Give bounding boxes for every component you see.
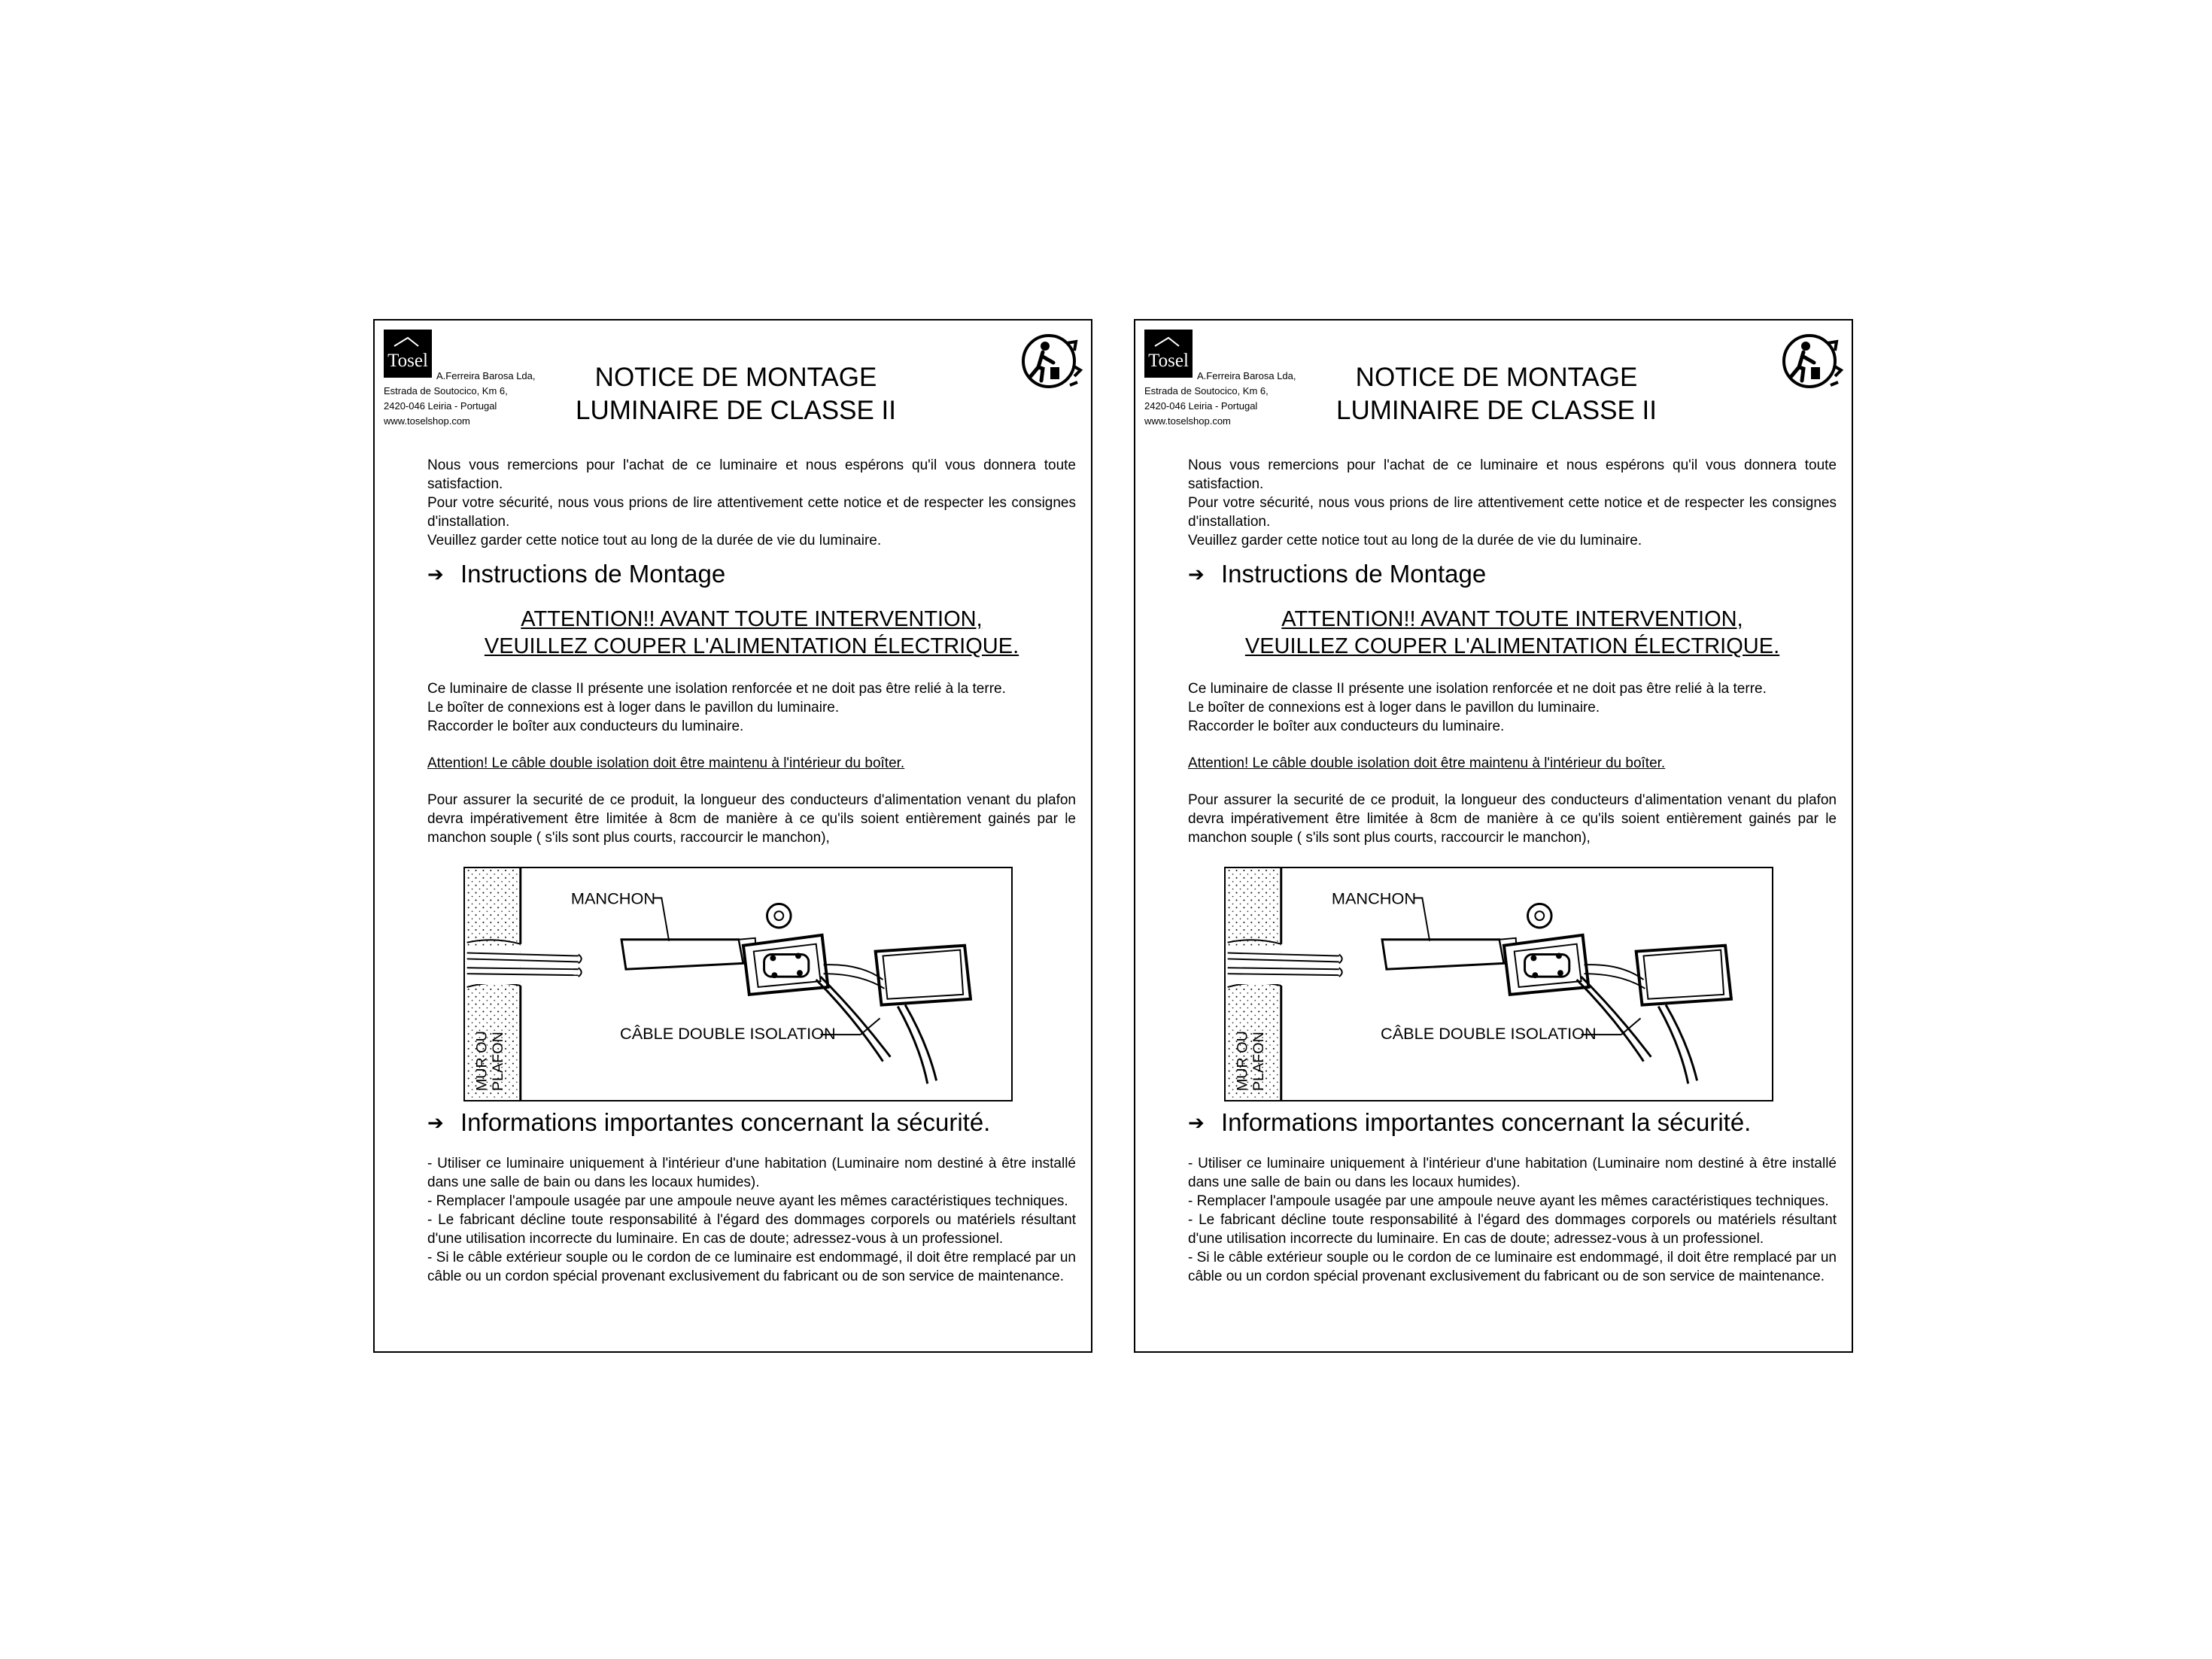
recycle-person-icon [1020,330,1083,393]
wall-label: MUR OU [1234,1031,1251,1092]
attention-line: ATTENTION!! AVANT TOUTE INTERVENTION, [1281,607,1743,631]
address-line: A.Ferreira Barosa Lda, [1197,370,1296,381]
instruction-sheet [373,319,1092,1353]
intro-text: Nous vous remercions pour l'achat de ce luminaire et nous espérons qu'il vous donnera toute satisfaction. [1188,457,1837,492]
intro-text: Veuillez garder cette notice tout au long de la durée de vie du luminaire. [427,533,882,548]
attention-warning [427,606,1076,660]
class2-text: Ce luminaire de classe II présente une isolation renforcée et ne doit pas être relié à la terre. [427,681,1006,697]
arrow-right-icon: ➔ [1188,1111,1205,1134]
cable-warning: Attention! Le câble double isolation doit être maintenu à l'intérieur du boîter. [1188,755,1666,771]
title-line: NOTICE DE MONTAGE [594,363,877,392]
section-heading-text: Informations importantes concernant la sécurité. [460,1108,991,1136]
address-line: Estrada de Soutocico, Km 6, [1144,385,1269,397]
section-heading-safety [427,1108,1076,1138]
address-line: 2420-046 Leiria - Portugal [384,400,497,412]
safety-item: - Le fabricant décline toute responsabilité à l'égard des dommages corporels ou matériels résultant d'une utilisation incorrecte du luminaire. En cas de doute; adressez-vous à un professionel. [427,1212,1076,1247]
label-cable: CÂBLE DOUBLE ISOLATION [620,1024,836,1044]
address-line: Estrada de Soutocico, Km 6, [384,385,508,397]
label-manchon: MANCHON [570,889,656,908]
address-line: www.toselshop.com [384,415,470,427]
title-line: NOTICE DE MONTAGE [1355,363,1638,392]
security-text: Pour assurer la securité de ce produit, la longueur des conducteurs d'alimentation venant du plafon devra impérativement être limitée à 8cm de manière à ce qu'ils soient entièrement gainés par le manchon souple ( s'ils sont plus courts, raccourcir le manchon), [427,792,1076,846]
section-heading-text: Instructions de Montage [460,560,726,588]
intro-text: Pour votre sécurité, nous vous prions de lire attentivement cette notice et de respecter les consignes d'installation. [1188,495,1837,530]
safety-item: - Le fabricant décline toute responsabilité à l'égard des dommages corporels ou matériels résultant d'une utilisation incorrecte du luminaire. En cas de doute; adressez-vous à un professionel. [1188,1212,1837,1247]
section-heading-montage [1188,559,1837,589]
wall-label: PLAFON [1250,1032,1268,1092]
attention-line: ATTENTION!! AVANT TOUTE INTERVENTION, [521,607,983,631]
safety-section [427,1103,1076,1286]
section-heading-text: Informations importantes concernant la sécurité. [1221,1108,1752,1136]
class2-text: Le boîter de connexions est à loger dans le pavillon du luminaire. [427,700,840,716]
label-manchon: MANCHON [1331,889,1417,908]
logo-text: Tosel [1148,351,1189,371]
page-title [548,361,924,427]
title-line: LUMINAIRE DE CLASSE II [576,396,896,425]
address-line: 2420-046 Leiria - Portugal [1144,400,1258,412]
address-line: www.toselshop.com [1144,415,1231,427]
class2-text: Ce luminaire de classe II présente une isolation renforcée et ne doit pas être relié à la terre. [1188,681,1767,697]
class2-text: Raccorder le boîter aux conducteurs du luminaire. [427,719,744,734]
label-cable: CÂBLE DOUBLE ISOLATION [1381,1024,1597,1044]
sleeve-manchon [621,940,743,969]
instruction-sheet [1134,319,1853,1353]
safety-item: - Si le câble extérieur souple ou le cordon de ce luminaire est endommagé, il doit être remplacé par un câble ou un cordon spécial provenant exclusivement du fabricant ou de son service de maintenance. [427,1250,1076,1284]
arrow-right-icon: ➔ [427,563,444,585]
safety-item: - Remplacer l'ampoule usagée par une ampoule neuve ayant les mêmes caractéristiques techniques. [1188,1193,1829,1209]
section-heading-safety [1188,1108,1837,1138]
main-content [1188,456,1837,847]
intro-text: Nous vous remercions pour l'achat de ce luminaire et nous espérons qu'il vous donnera toute satisfaction. [427,457,1076,492]
safety-item: - Utiliser ce luminaire uniquement à l'intérieur d'une habitation (Luminaire nom destiné à être installé dans une salle de bain ou dans les locaux humides). [1188,1156,1837,1190]
security-text: Pour assurer la securité de ce produit, la longueur des conducteurs d'alimentation venant du plafon devra impérativement être limitée à 8cm de manière à ce qu'ils soient entièrement gainés par le manchon souple ( s'ils sont plus courts, raccourcir le manchon), [1188,792,1837,846]
section-heading-montage [427,559,1076,589]
wiring-diagram-drawing [1226,868,1772,1100]
intro-text: Veuillez garder cette notice tout au long de la durée de vie du luminaire. [1188,533,1642,548]
safety-section [1188,1103,1837,1286]
wiring-diagram-drawing [465,868,1011,1100]
class2-text: Le boîter de connexions est à loger dans le pavillon du luminaire. [1188,700,1600,716]
wiring-diagram [463,867,1013,1101]
class2-text: Raccorder le boîter aux conducteurs du luminaire. [1188,719,1505,734]
safety-item: - Si le câble extérieur souple ou le cordon de ce luminaire est endommagé, il doit être remplacé par un câble ou un cordon spécial provenant exclusivement du fabricant ou de son service de maintenance. [1188,1250,1837,1284]
page-title [1308,361,1685,427]
wall-label: PLAFON [490,1032,507,1092]
attention-line: VEUILLEZ COUPER L'ALIMENTATION ÉLECTRIQUE. [484,634,1019,658]
sleeve-manchon [1382,940,1504,969]
main-content [427,456,1076,847]
arrow-right-icon: ➔ [1188,563,1205,585]
title-line: LUMINAIRE DE CLASSE II [1336,396,1657,425]
recycle-person-icon [1781,330,1844,393]
arrow-right-icon: ➔ [427,1111,444,1134]
wall-label: MUR OU [473,1031,491,1092]
wiring-diagram [1224,867,1773,1101]
safety-item: - Utiliser ce luminaire uniquement à l'intérieur d'une habitation (Luminaire nom destiné à être installé dans une salle de bain ou dans les locaux humides). [427,1156,1076,1190]
safety-item: - Remplacer l'ampoule usagée par une ampoule neuve ayant les mêmes caractéristiques techniques. [427,1193,1068,1209]
section-heading-text: Instructions de Montage [1221,560,1487,588]
logo-text: Tosel [387,351,428,371]
intro-text: Pour votre sécurité, nous vous prions de lire attentivement cette notice et de respecter les consignes d'installation. [427,495,1076,530]
address-line: A.Ferreira Barosa Lda, [436,370,536,381]
attention-line: VEUILLEZ COUPER L'ALIMENTATION ÉLECTRIQUE. [1244,634,1780,658]
cable-warning: Attention! Le câble double isolation doit être maintenu à l'intérieur du boîter. [427,755,905,771]
attention-warning [1188,606,1837,660]
